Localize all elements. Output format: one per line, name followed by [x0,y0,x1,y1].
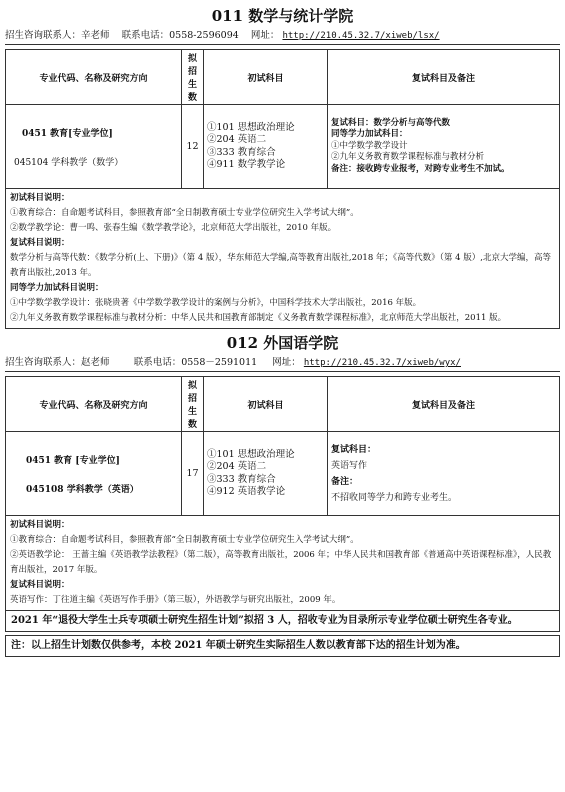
notes-line: ①中学数学教学设计：张晓贵著《中学数学教学设计的案例与分析》，中国科学技术大学出版社，2016 年版。 [10,298,422,308]
header-major: 专业代码、名称及研究方向 [6,377,182,432]
notes-line: ②英语教学论： 王蔷主编《英语教学法教程》（第二版），高等教育出版社，2006 年；中华人民共和国教育部《普通高中英语课程标准》，人民教育出版社，2017 年版。 [10,550,552,575]
retest-cell [328,105,560,189]
notes-line: ②数学教学论：曹一鸣、张春生编《数学教学论》，北京师范大学出版社，2010 年版。 [10,223,337,233]
exam-item: ②204 英语二 [207,134,267,145]
exam-list [204,432,328,516]
notes-heading: 初试科目说明： [10,520,70,530]
notes-heading: 同等学力加试科目说明： [10,283,104,293]
final-note: 注：以上招生计划数仅供参考，本校 2021 年硕士研究生实际招生人数以教育部下达的招生计划为准。 [5,635,560,657]
site-link[interactable]: http://210.45.32.7/xiweb/wyx/ [303,358,461,368]
notes-math [5,189,560,329]
exam-list [204,105,328,189]
major-name: 0451 教育[专业学位] [22,128,113,139]
contact-person: 招生咨询联系人：赵老师 [5,357,110,368]
notes-line: 英语写作：丁往道主编《英语写作手册》（第三版），外语教学与研究出版社，2009 年。 [10,595,341,605]
header-retest: 复试科目及备注 [328,50,560,105]
retest-cell [328,432,560,516]
retest-extra-item: ②九年义务教育数学课程标准与教材分析 [331,152,485,163]
header-exam: 初试科目 [204,377,328,432]
notes-line: 数学分析与高等代数：《数学分析(上、下册)》（第 4 版），华东师范大学编,高等教育出版社,2018 年；《高等代数》（第 4 版）,北京大学编，高等教育出版社,2013 年。 [10,253,551,278]
contact-line-foreign [5,355,560,372]
exam-item: ④911 数学教学论 [207,159,286,170]
exam-item: ③333 教育综合 [207,473,276,485]
retest-remark: 不招收同等学力和跨专业考生。 [331,492,458,503]
program-table-foreign [5,376,560,516]
retest-remark: 备注：接收跨专业报考，对跨专业考生不加试。 [331,163,510,174]
exam-item: ①101 思想政治理论 [207,448,295,460]
header-major: 专业代码、名称及研究方向 [6,50,182,105]
major-direction: 045108 学科教学（英语） [26,484,139,495]
retest-subject: 复试科目：数学分析与高等代数 [331,117,451,128]
header-count: 拟招生数 [182,50,204,105]
section-title-foreign: 012 外国语学院 [226,334,339,352]
contact-phone: 联系电话：0558－2591011 [133,357,258,368]
site-link[interactable]: http://210.45.32.7/xiweb/lsx/ [282,31,440,41]
notes-line: ②九年义务教育数学课程标准与教材分析：中华人民共和国教育部制定《义务教育数学课程标准》，北京师范大学出版社，2011 版。 [10,313,507,323]
header-exam: 初试科目 [204,50,328,105]
header-count: 拟招生数 [182,377,204,432]
site-label: 网址： [250,30,280,41]
enroll-count: 12 [182,105,204,189]
major-direction: 045104 学科教学（数学） [14,157,124,168]
header-retest: 复试科目及备注 [328,377,560,432]
notes-heading: 初试科目说明： [10,193,70,203]
notes-foreign [5,516,560,611]
retest-subject-name: 英语写作 [331,460,368,471]
contact-line-math [5,28,560,45]
exam-item: ①101 思想政治理论 [207,121,295,133]
notes-heading: 复试科目说明： [10,238,70,248]
section-title-math: 011 数学与统计学院 [211,7,354,25]
exam-item: ②204 英语二 [207,461,267,472]
exam-item: ④912 英语教学论 [207,486,286,497]
veteran-plan-note: 2021 年“退役大学生士兵专项硕士研究生招生计划”拟招 3 人，招收专业为目录所示专业学位硕士研究生各专业。 [5,611,560,632]
program-table-math [5,49,560,189]
notes-heading: 复试科目说明： [10,580,70,590]
site-label: 网址： [272,357,301,368]
enroll-count: 17 [182,432,204,516]
notes-line: ①教育综合：自命题考试科目，参照教育部“全日制教育硕士专业学位研究生入学考试大纲”。 [10,208,359,218]
retest-subject: 复试科目： [331,444,377,455]
exam-item: ③333 教育综合 [207,146,276,158]
retest-extra-label: 同等学力加试科目： [331,129,408,140]
admissions-page [5,4,560,657]
retest-remark-label: 备注： [331,476,359,487]
retest-extra-item: ①中学数学教学设计 [331,140,408,151]
contact-phone: 联系电话：0558-2596094 [121,30,239,41]
contact-person: 招生咨询联系人：辛老师 [5,30,110,41]
major-name: 0451 教育 [专业学位] [26,455,120,466]
notes-line: ①教育综合：自命题考试科目，参照教育部“全日制教育硕士专业学位研究生入学考试大纲”。 [10,535,359,545]
